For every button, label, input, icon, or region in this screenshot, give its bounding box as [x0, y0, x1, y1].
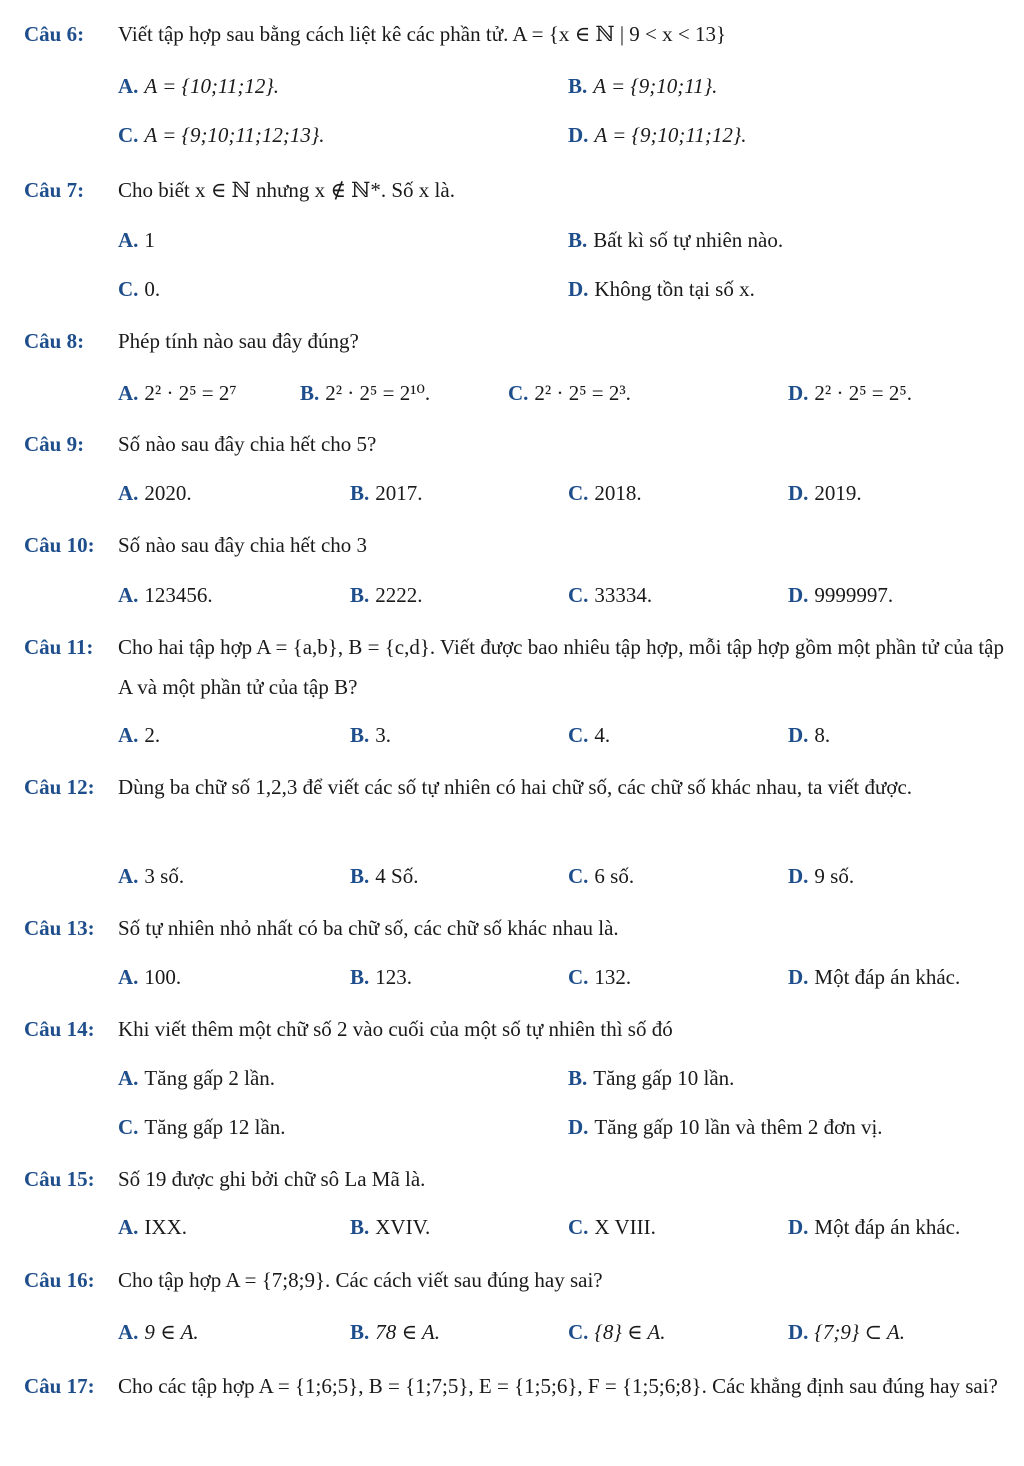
question-14: [24, 1009, 1010, 1049]
options-row: [118, 66, 1014, 106]
option-a: A. 2² · 2⁵ = 2⁷: [118, 381, 237, 405]
question-text: Số nào sau đây chia hết cho 5?: [118, 432, 377, 456]
options-row: [118, 856, 1014, 896]
option-a: A. 123456.: [118, 583, 213, 607]
question-text: Viết tập hợp sau bằng cách liệt kê các phần tử. A = {x ∈ ℕ | 9 < x < 13}: [118, 22, 727, 46]
option-d: D. {7;9} ⊂ A.: [788, 1320, 906, 1344]
option-d: D. 8.: [788, 723, 831, 747]
question-15: [24, 1159, 1010, 1199]
options-row: [118, 473, 1014, 513]
option-c: C. 132.: [568, 965, 632, 989]
option-d: D. 2² · 2⁵ = 2⁵.: [788, 381, 912, 405]
option-b: B. 2² · 2⁵ = 2¹⁰.: [300, 381, 431, 405]
question-number: Câu 6:: [24, 22, 85, 46]
option-a: A. IXX.: [118, 1215, 187, 1239]
options-row: [118, 115, 1014, 155]
option-b: B. 123.: [350, 965, 413, 989]
question-13: [24, 908, 1010, 948]
option-c: C. 33334.: [568, 583, 653, 607]
question-text: Cho tập hợp A = {7;8;9}. Các cách viết sau đúng hay sai?: [118, 1268, 603, 1292]
options-row: [118, 220, 1014, 260]
option-d: D. Không tồn tại số x.: [568, 277, 755, 301]
option-b: B. A = {9;10;11}.: [568, 74, 718, 98]
question-text: Cho các tập hợp A = {1;6;5}, B = {1;7;5}, E = {1;5;6}, F = {1;5;6;8}. Các khẳng định sau đúng hay sai?: [118, 1374, 998, 1398]
option-c: C. Tăng gấp 12 lần.: [118, 1115, 286, 1139]
question-number: Câu 17:: [24, 1374, 95, 1398]
question-6: [24, 14, 1010, 54]
options-row: [118, 575, 1014, 615]
question-text: Cho hai tập hợp A = {a,b}, B = {c,d}. Viết được bao nhiêu tập hợp, mỗi tập hợp gồm một phần tử của tập A và một phần tử của tập B?: [118, 635, 1004, 699]
question-text: Khi viết thêm một chữ số 2 vào cuối của một số tự nhiên thì số đó: [118, 1017, 673, 1041]
option-a: A. 1: [118, 228, 155, 252]
question-number: Câu 14:: [24, 1017, 95, 1041]
option-c: C. 2018.: [568, 481, 642, 505]
question-9: [24, 424, 1010, 464]
option-a: A. Tăng gấp 2 lần.: [118, 1066, 276, 1090]
option-a: A. 2.: [118, 723, 161, 747]
question-number: Câu 13:: [24, 916, 95, 940]
option-b: B. 3.: [350, 723, 392, 747]
question-text: Số 19 được ghi bởi chữ sô La Mã là.: [118, 1167, 426, 1191]
option-b: B. XVIV.: [350, 1215, 431, 1239]
question-number: Câu 16:: [24, 1268, 95, 1292]
options-row: [118, 269, 1014, 309]
question-text: Dùng ba chữ số 1,2,3 để viết các số tự nhiên có hai chữ số, các chữ số khác nhau, ta viết được.: [118, 775, 913, 799]
question-number: Câu 15:: [24, 1167, 95, 1191]
option-d: D. 2019.: [788, 481, 862, 505]
option-d: D. 9 số.: [788, 864, 855, 888]
option-c: C. A = {9;10;11;12;13}.: [118, 123, 325, 147]
options-row: [118, 1207, 1014, 1247]
question-text: Số tự nhiên nhỏ nhất có ba chữ số, các chữ số khác nhau là.: [118, 916, 619, 940]
question-number: Câu 8:: [24, 329, 85, 353]
question-number: Câu 12:: [24, 775, 95, 799]
option-b: B. 78 ∈ A.: [350, 1320, 441, 1344]
option-b: B. 4 Số.: [350, 864, 419, 888]
question-text: Số nào sau đây chia hết cho 3: [118, 533, 368, 557]
options-row: [118, 373, 1014, 413]
option-a: A. 9 ∈ A.: [118, 1320, 199, 1344]
question-number: Câu 9:: [24, 432, 85, 456]
option-b: B. 2222.: [350, 583, 423, 607]
options-row: [118, 1058, 1014, 1098]
option-c: C. X VIII.: [568, 1215, 656, 1239]
option-c: C. {8} ∈ A.: [568, 1320, 666, 1344]
option-d: D. A = {9;10;11;12}.: [568, 123, 747, 147]
option-d: D. Tăng gấp 10 lần và thêm 2 đơn vị.: [568, 1115, 883, 1139]
question-number: Câu 11:: [24, 635, 94, 659]
question-text: Phép tính nào sau đây đúng?: [118, 329, 359, 353]
options-row: [118, 957, 1014, 997]
option-a: A. A = {10;11;12}.: [118, 74, 280, 98]
question-11: [24, 627, 1010, 707]
option-d: D. Một đáp án khác.: [788, 965, 961, 989]
options-row: [118, 1107, 1014, 1147]
question-8: [24, 321, 1010, 361]
question-17: [24, 1366, 1010, 1406]
question-10: [24, 525, 1010, 565]
options-row: [118, 715, 1014, 755]
question-12: [24, 767, 1010, 807]
option-b: B. 2017.: [350, 481, 423, 505]
question-7: [24, 170, 1010, 210]
option-a: A. 100.: [118, 965, 182, 989]
option-c: C. 0.: [118, 277, 161, 301]
question-number: Câu 10:: [24, 533, 95, 557]
option-a: A. 3 số.: [118, 864, 185, 888]
option-c: C. 6 số.: [568, 864, 635, 888]
option-d: D. Một đáp án khác.: [788, 1215, 961, 1239]
question-16: [24, 1260, 1010, 1300]
option-d: D. 9999997.: [788, 583, 894, 607]
option-b: B. Tăng gấp 10 lần.: [568, 1066, 735, 1090]
options-row: [118, 1312, 1014, 1352]
question-text: Cho biết x ∈ ℕ nhưng x ∉ ℕ*. Số x là.: [118, 178, 455, 202]
option-c: C. 4.: [568, 723, 611, 747]
question-number: Câu 7:: [24, 178, 85, 202]
option-a: A. 2020.: [118, 481, 192, 505]
option-b: B. Bất kì số tự nhiên nào.: [568, 228, 784, 252]
option-c: C. 2² · 2⁵ = 2³.: [508, 381, 631, 405]
